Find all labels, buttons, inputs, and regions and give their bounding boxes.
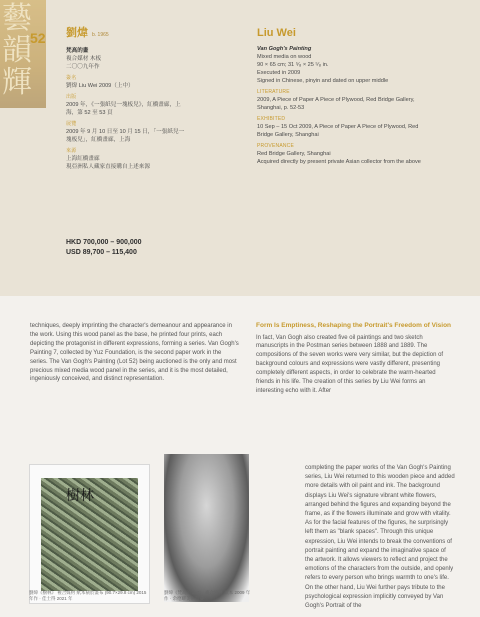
caption-image-2: 劉煒《梵高的畫 7》 複合媒材 紙本 2009 年作 · 余德耀美術館藏 [164,590,251,601]
artist-name-zh: 劉煒 b. 1965 [66,27,109,39]
signature-zh: 劉煒 Liu Wei 2009（上中） [66,83,134,89]
essay-right-paragraph: In fact, Van Gogh also created five oil paintings and two sketch manuscripts in the Postman series between 1888 and 1889. The compositions of the seven works were very similar, but the depiction of background colours and expressions were vastly different, presenting completely different aspects, in order to celebrate the warm-hearted friends in his life. The creation of this series by Liu Wei forms an interesting echo with it. After [256,334,444,394]
english-catalogue-entry [257,27,427,166]
literature-en: 2009, A Piece of Paper A Piece of Plywood, Red Bridge Gallery, Shanghai, p. 52-53 [257,97,415,111]
exhibited-en: 10 Sep – 15 Oct 2009, A Piece of Paper A Piece of Plywood, Red Bridge Gallery, Shanghai [257,124,419,138]
essay-right-column [256,322,454,396]
section-title: Form Is Emptiness, Reshaping the Portrait's Freedom of Vision [256,322,452,329]
heading-literature-en: LITERATURE [257,89,290,95]
signature-en: Signed in Chinese, pinyin and dated on upper middle [257,78,389,84]
logo-glyph: 輝 [2,65,32,100]
artwork-image-forest [29,464,150,604]
artwork-title-en: Van Gogh's Painting [257,46,312,52]
caption-image-1: 劉煒《樹林》 複合媒材 紙本裱於畫布 (90.7×29.8 cm) 2015 年作 · 佳士得 2021 年 [29,590,147,601]
heading-provenance-zh: 來源 [66,148,77,154]
dimensions-en: 90 × 65 cm; 31 ⁵⁄₈ × 25 ⁵⁄₈ in. [257,62,329,68]
medium-zh: 複合媒材 木板 [66,56,102,62]
brand-logo [0,0,46,108]
artwork-title-zh: 梵高的畫 [66,48,89,54]
essay-continuation: completing the paper works of the Van Gogh's Painting series, Liu Wei returned to this wooden piece and added more details with oil paint and ink. The background displays Liu Wei's signature vibrant white flowers, arranged behind the figures and expanding beyond the frame, as if the flowers illuminate and grow with vitality. As for the facial features of the figures, he surprisingly left them as "blank spaces". Through this unique expression, Liu Wei intends to break the conventions of portrait painting and expand the imaginative space of the artwork. It allows viewers to reflect and project the emotions of the characters from the outside, and openly refers to every person who brings warmth to one's life. On the other hand, Liu Wei further pays tribute to the psychological expression implicitly conveyed by Van Gogh's Portrait of the [305,465,455,610]
heading-literature-zh: 出版 [66,94,77,100]
heading-exhibited-en: EXHIBITED [257,116,286,122]
logo-glyph: 韻 [2,33,32,68]
estimate-usd: USD 89,700 – 115,400 [66,249,137,256]
painting-title-glyphs: 樹林 [66,488,94,504]
chinese-catalogue-entry [66,27,186,171]
artwork-image-van-gogh-painting-7 [164,454,249,602]
literature-zh: 2009 年，《一張紙兒一塊板兒》，紅橋畫廊，上海，第 52 至 53 頁 [66,102,181,116]
exhibited-zh: 2009 年 9 月 10 日至 10 月 15 日，「一張紙兒一塊板兒」，紅橋畫廊，上海 [66,129,185,143]
logo-glyph: 藝 [2,1,32,36]
heading-exhibited-zh: 展覽 [66,121,77,127]
provenance-zh: 上海紅橋畫廊 現亞洲私人藏家直接購自上述來源 [66,156,150,170]
estimate [66,238,142,258]
artist-name-en: Liu Wei [257,27,296,39]
heading-sign-zh: 簽名 [66,75,77,81]
lot-number: 52 [30,30,46,46]
date-zh: 二〇〇九年作 [66,64,100,70]
provenance-en: Red Bridge Gallery, Shanghai Acquired directly by present private Asian collector from the above [257,151,421,165]
executed-en: Executed in 2009 [257,70,301,76]
estimate-hkd: HKD 700,000 – 900,000 [66,239,142,246]
essay-left-column: techniques, deeply imprinting the character's demeanour and appearance in the work. Using this wood panel as the base, he printed four prints, each depicting the protagonist in different expressions, forming a series. Van Gogh's Painting 7, collected by Yuz Foundation, is the second paper work in the series. The Van Gogh's Painting (Lot 52) being auctioned is the only and most precious mixed media wood panel in the series, and it is the most detailed, ingeniously conceived, and distinct representation. [30,323,239,383]
medium-en: Mixed media on wood [257,54,312,60]
heading-provenance-en: PROVENANCE [257,143,295,149]
